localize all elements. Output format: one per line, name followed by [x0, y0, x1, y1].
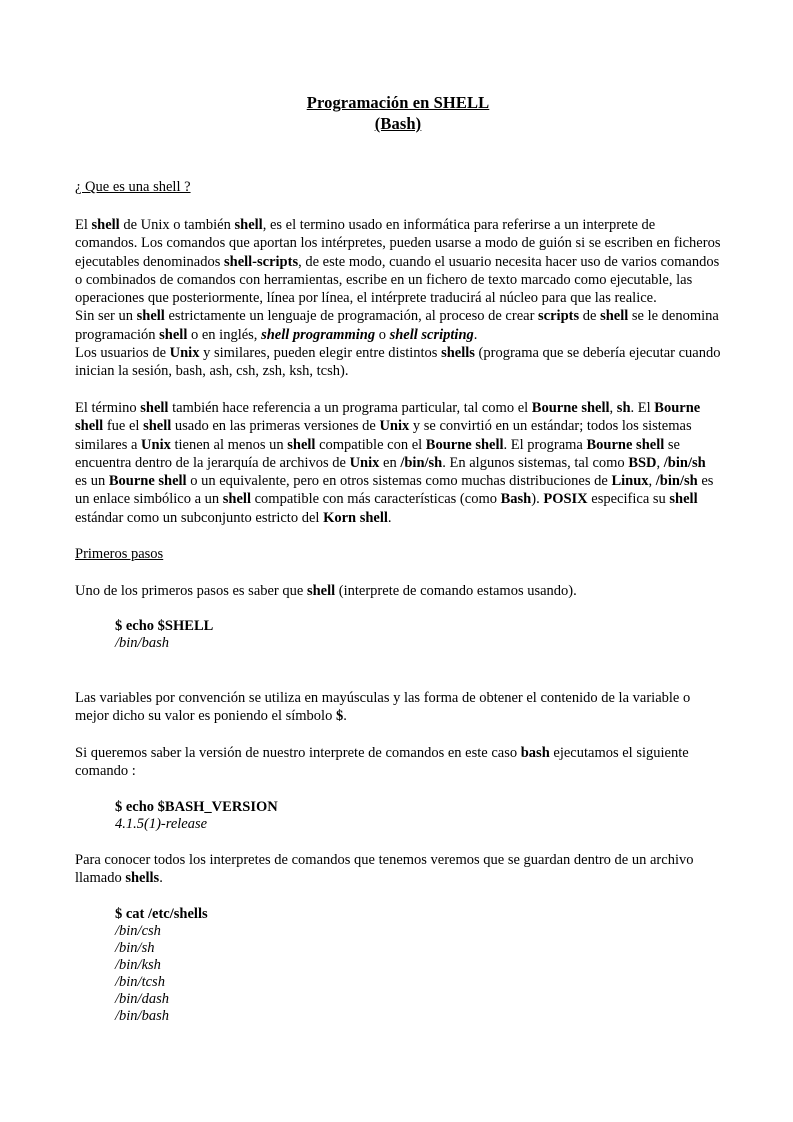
text-run: fue el [103, 418, 144, 435]
text-run: y se convirtió en un estándar; todos los sistemas similares a [75, 418, 692, 453]
code-block-echo-shell [75, 618, 721, 652]
text-run: o [375, 326, 390, 343]
bold-run: shell [159, 326, 188, 343]
bold-run: Korn shell [323, 509, 388, 526]
text-run: . [159, 870, 163, 887]
text-run: El término [75, 399, 141, 416]
bold-run: /bin/sh [655, 473, 698, 490]
text-run: o un equivalente, pero en otros sistemas como muchas distribuciones de [186, 473, 612, 490]
paragraph-shell-programming [75, 307, 721, 344]
paragraph-unix-users-shells [75, 344, 721, 381]
code-block-echo-bash-version [75, 799, 721, 833]
bold-run: Unix [379, 418, 410, 435]
text-run: ). [531, 491, 544, 508]
bold-run: /bin/sh [663, 454, 706, 471]
code-output-line: /bin/ksh [115, 956, 161, 973]
bold-run: Bourne shell [586, 436, 665, 453]
text-run: Uno de los primeros pasos es saber que [75, 582, 307, 599]
bold-run: Unix [141, 436, 171, 453]
spacer [75, 725, 721, 743]
bold-run: Bourne shell [108, 473, 187, 490]
code-command: $ echo $SHELL [115, 618, 214, 635]
text-run: estándar como un subconjunto estricto del [75, 509, 324, 526]
bold-run: shell [140, 399, 169, 416]
spacer [75, 381, 721, 399]
code-output-line: /bin/dash [115, 990, 169, 1007]
text-run: Los usuarios de [75, 345, 170, 362]
bold-run: BSD [628, 454, 657, 471]
bold-run: shell [287, 436, 316, 453]
text-run: , [648, 473, 656, 490]
bold-run: Bash [500, 491, 532, 508]
text-run: . En algunos sistemas, tal como [442, 454, 629, 471]
bold-run: Bourne shell [531, 399, 610, 416]
code-output-line: 4.1.5(1)-release [115, 815, 208, 832]
text-run: de Unix o también [119, 217, 235, 233]
paragraph-etc-shells-intro [75, 851, 721, 888]
bold-run: shell [222, 491, 251, 508]
spacer [75, 600, 721, 618]
bold-run: bash [520, 744, 550, 761]
text-run: se encuentra dentro de la jerarquía de archivos de [75, 436, 680, 471]
text-run: , es el termino usado en informática para referirse a un interprete de comandos. Los comandos que aportan los intérpretes, pueden usarse a modo de guión si se escriben en ficheros ejecutables denominados [75, 217, 721, 270]
title-line-1 [75, 92, 721, 113]
code-command: $ cat /etc/shells [115, 905, 208, 922]
text-run: en [379, 454, 401, 471]
text-run: compatible con más características (como [250, 491, 501, 508]
spacer [75, 134, 721, 178]
spacer [75, 780, 721, 798]
bold-italic-run: shell scripting [389, 326, 474, 343]
text-run: . [343, 708, 347, 725]
code-command: $ echo $BASH_VERSION [115, 798, 278, 815]
section-heading-first-steps-text: Primeros pasos [75, 546, 164, 563]
text-run: , [656, 454, 664, 471]
text-run: (programa que se debería ejecutar cuando inician la sesión, bash, ash, csh, zsh, ksh, tcsh). [75, 345, 721, 380]
bold-run: /bin/sh [400, 454, 443, 471]
title-line-2 [75, 113, 721, 134]
text-run: de [579, 308, 601, 325]
text-run: usado en las primeras versiones de [171, 418, 380, 435]
bold-run: POSIX [543, 491, 588, 508]
bold-run: Linux [611, 473, 649, 490]
text-run: El [75, 217, 92, 233]
text-run: y similares, pueden elegir entre distintos [199, 345, 442, 362]
text-run: , de este modo, cuando el usuario necesita hacer uso de varios comandos o combinados de comandos con herramientas, escribe en un fichero de texto marcado como ejecutable, las operaciones que posteriormente, línea por línea, el intérprete traducirá al núcleo para que las realice. [75, 253, 720, 307]
title-line-2-text: (Bash) [374, 114, 422, 133]
bold-run: $ [335, 708, 344, 725]
bold-run: shell [136, 308, 165, 325]
bold-run: shell-scripts [223, 253, 299, 270]
text-run: estrictamente un lenguaje de programación, al proceso de crear [164, 308, 539, 325]
text-run: tienen al menos un [170, 436, 288, 453]
bold-run: shell [306, 582, 336, 599]
document-title [75, 92, 721, 134]
text-run: o en inglés, [187, 326, 262, 343]
text-run: compatible con el [315, 436, 426, 453]
text-run: también hace referencia a un programa particular, tal como el [168, 399, 532, 416]
code-output-line: /bin/bash [115, 635, 169, 652]
bold-run: shell [234, 217, 263, 233]
bold-run: shell [669, 491, 698, 508]
spacer [75, 888, 721, 906]
code-output-line: /bin/sh [115, 939, 155, 956]
text-run: es un [75, 473, 109, 490]
code-output-line: /bin/bash [115, 1007, 169, 1024]
text-run: ejecutamos el siguiente comando : [75, 744, 689, 780]
bold-run: scripts [538, 308, 580, 325]
bold-italic-run: shell programming [261, 326, 376, 343]
text-run: . El [630, 399, 655, 416]
bold-run: Unix [169, 345, 200, 362]
bold-run: Bourne shell [425, 436, 504, 453]
bold-run: shells [125, 870, 160, 887]
section-heading-what-is-a-shell-text: ¿ Que es una shell ? [75, 179, 191, 195]
bold-run: shell [600, 308, 629, 325]
text-run: Sin ser un [75, 308, 137, 325]
bold-run: shell [143, 418, 172, 435]
document-content [75, 92, 721, 1025]
paragraph-first-step-which-shell [75, 582, 721, 600]
text-run: Si queremos saber la versión de nuestro interprete de comandos en este caso [75, 744, 521, 761]
section-heading-what-is-a-shell [75, 178, 721, 196]
bold-run: shell [91, 217, 120, 233]
paragraph-bash-version-question [75, 744, 721, 781]
text-run: . [473, 326, 478, 343]
text-run: . El programa [503, 436, 587, 453]
code-output-line: /bin/csh [115, 922, 161, 939]
text-run: , [609, 399, 617, 416]
text-run: se le denomina programación [75, 308, 719, 343]
text-run: (interprete de comando estamos usando). [335, 582, 577, 599]
spacer [75, 563, 721, 581]
bold-run: shells [441, 345, 475, 362]
spacer [75, 652, 721, 670]
text-run: es un enlace simbólico a un [75, 473, 714, 508]
spacer [75, 833, 721, 851]
text-run: . [387, 509, 392, 526]
paragraph-bourne-shell [75, 399, 721, 527]
spacer [75, 671, 721, 689]
text-run: Para conocer todos los interpretes de comandos que tenemos veremos que se guardan dentro de un archivo llamado [75, 851, 694, 887]
title-line-1-text: Programación en SHELL [306, 93, 490, 112]
code-block-cat-etc-shells [75, 906, 721, 1025]
text-run: especifica su [587, 491, 670, 508]
spacer [75, 196, 721, 216]
paragraph-variables-convention [75, 689, 721, 726]
paragraph-shell-definition [75, 216, 721, 307]
bold-run: Bourne shell [75, 399, 701, 435]
section-heading-first-steps [75, 545, 721, 563]
bold-run: sh [616, 399, 631, 416]
spacer [75, 527, 721, 545]
bold-run: Unix [349, 454, 380, 471]
code-output-line: /bin/tcsh [115, 973, 165, 990]
text-run: Las variables por convención se utiliza en mayúsculas y las forma de obtener el contenido de la variable o mejor dicho su valor es poniendo el símbolo [75, 689, 691, 725]
